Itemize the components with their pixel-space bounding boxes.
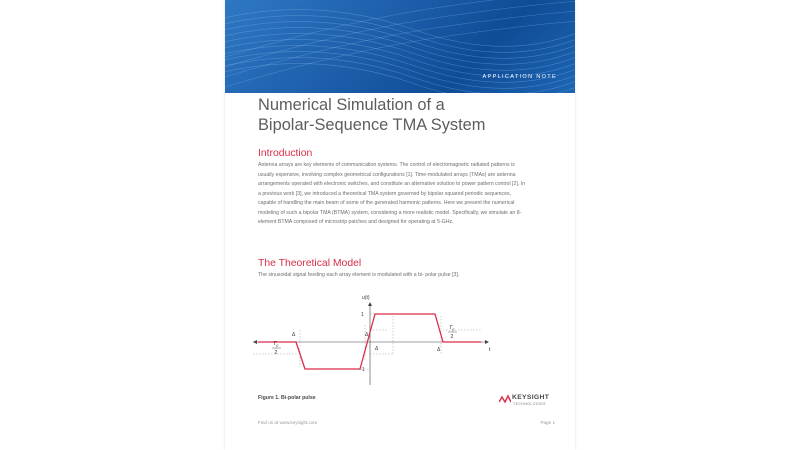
delta-label-right: Δ [437, 347, 441, 353]
tp-denominator-left: 2 [274, 350, 278, 356]
keysight-wave-icon [499, 394, 511, 404]
y-axis-label: u(t) [362, 295, 370, 301]
pulse-waveform [258, 314, 481, 369]
delta-label-center-bottom: Δ [375, 346, 379, 352]
banner-label: APPLICATION NOTE [482, 74, 557, 80]
tp-subscript-left: p [276, 343, 279, 348]
tp-label-right [449, 325, 454, 332]
tp-denominator-right: 2 [450, 334, 454, 340]
tick-label-1: 1 [361, 312, 364, 318]
footer-link[interactable]: Find us at www.keysight.com [258, 420, 318, 425]
page-title [258, 95, 558, 135]
logo-subtitle: TECHNOLOGIES [513, 402, 546, 406]
delta-label-center-top: Δ [365, 332, 369, 338]
figure-caption: Figure 1. Bi-polar pulse [258, 395, 316, 401]
tp-subscript-right: p [452, 327, 455, 332]
page-number: Page 1 [540, 420, 555, 425]
x-axis-arrow [485, 340, 489, 344]
header-banner [225, 0, 575, 93]
title-line-1: Numerical Simulation of a [258, 96, 445, 114]
x-axis-label: t [489, 347, 491, 353]
bipolar-pulse-figure [253, 285, 493, 385]
intro-heading: Introduction [258, 148, 313, 159]
delta-label-left: Δ [292, 332, 296, 338]
tp-symbol-right: T [449, 325, 453, 331]
model-heading: The Theoretical Model [258, 258, 362, 269]
title-line-2: Bipolar-Sequence TMA System [258, 116, 486, 134]
y-axis-arrow [368, 302, 372, 306]
logo-name: KEYSIGHT [512, 394, 550, 401]
intro-paragraph: Antenna arrays are key elements of communication systems. The control of electromagnetic radiated patterns is usually expensive, involving complex geometrical configurations [1]. Time-modulated arrays (TMAs) are antenna arrangements operated with electronic switches, and constitute an alternative solution to power pattern control [2]. In a previous work [3], we introduced a theoretical TMA system governed by bipolar squared periodic sequences, capable of handling the main beam of some of the generated harmonic patterns. Here we present the numerical modeling of such a bipolar TMA (BTMA) system, considering a more realistic model. Specifically, we simulate an 8-element BTMA composed of microstrip patches and designed for operating at 5-GHz. [258, 162, 526, 225]
tick-label-neg1: −1 [359, 367, 365, 373]
document-page [225, 0, 575, 450]
x-axis-left-arrow [253, 340, 257, 344]
model-paragraph: The sinusoidal signal feeding each array element is modulated with a bi- polar pulse [3]. [258, 272, 460, 278]
tp-symbol-left: T [273, 341, 277, 347]
